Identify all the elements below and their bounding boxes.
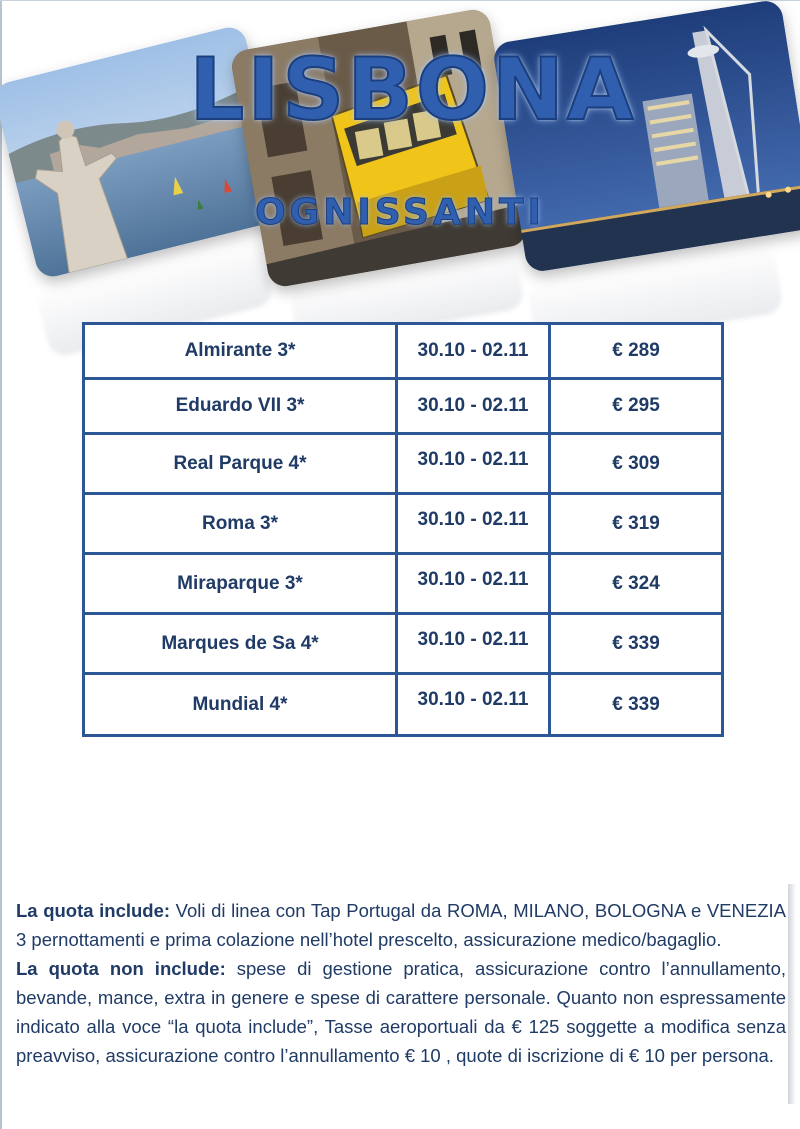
- table-row: [85, 495, 721, 555]
- hotel-name: Marques de Sa 4*: [85, 615, 398, 672]
- page-edge: [0, 0, 2, 1129]
- travel-dates: 30.10 - 02.11: [398, 435, 551, 492]
- included-paragraph: [16, 896, 786, 954]
- travel-dates: 30.10 - 02.11: [398, 675, 551, 734]
- table-row: [85, 555, 721, 615]
- price: € 339: [551, 615, 721, 672]
- terms-section: [16, 896, 786, 1070]
- travel-dates: 30.10 - 02.11: [398, 615, 551, 672]
- included-label: La quota include:: [16, 900, 171, 921]
- hotel-name: Eduardo VII 3*: [85, 380, 398, 432]
- travel-dates: 30.10 - 02.11: [398, 495, 551, 552]
- price: € 319: [551, 495, 721, 552]
- hotel-name: Real Parque 4*: [85, 435, 398, 492]
- excluded-paragraph: [16, 954, 786, 1070]
- table-row: [85, 380, 721, 435]
- price: € 339: [551, 675, 721, 734]
- hotel-name: Mundial 4*: [85, 675, 398, 734]
- table-row: [85, 325, 721, 380]
- travel-dates: 30.10 - 02.11: [398, 555, 551, 612]
- hotel-name: Miraparque 3*: [85, 555, 398, 612]
- excluded-text: spese di gestione pratica, assicurazione contro l’annullamento, bevande, mance, extra in genere e spese di carattere personale. Quanto non espressamente indicato alla voce “la quota include”, Tasse aeroportuali da € 125 soggette a modifica senza preavviso, assicurazione contro l’annullamento € 10 , quote di iscrizione di € 10 per persona.: [16, 958, 787, 1066]
- price: € 289: [551, 325, 721, 377]
- table-row: [85, 675, 721, 734]
- excluded-label: La quota non include:: [16, 958, 226, 979]
- price: € 309: [551, 435, 721, 492]
- price-table: [82, 322, 724, 737]
- page-shadow: [788, 884, 796, 1104]
- table-row: [85, 615, 721, 675]
- price: € 295: [551, 380, 721, 432]
- page-subtitle: OGNISSANTI: [255, 192, 545, 233]
- travel-dates: 30.10 - 02.11: [398, 380, 551, 432]
- page-title: [0, 40, 800, 140]
- included-text: Voli di linea con Tap Portugal da ROMA, MILANO, BOLOGNA e VENEZIA 3 pernottamenti e prima colazione nell’hotel prescelto, assicurazione medico/bagaglio.: [16, 900, 786, 950]
- hotel-name: Almirante 3*: [85, 325, 398, 377]
- table-row: [85, 435, 721, 495]
- title-text: LISBONA: [189, 40, 637, 140]
- price: € 324: [551, 555, 721, 612]
- hotel-name: Roma 3*: [85, 495, 398, 552]
- travel-dates: 30.10 - 02.11: [398, 325, 551, 377]
- page-edge-top: [0, 0, 800, 1]
